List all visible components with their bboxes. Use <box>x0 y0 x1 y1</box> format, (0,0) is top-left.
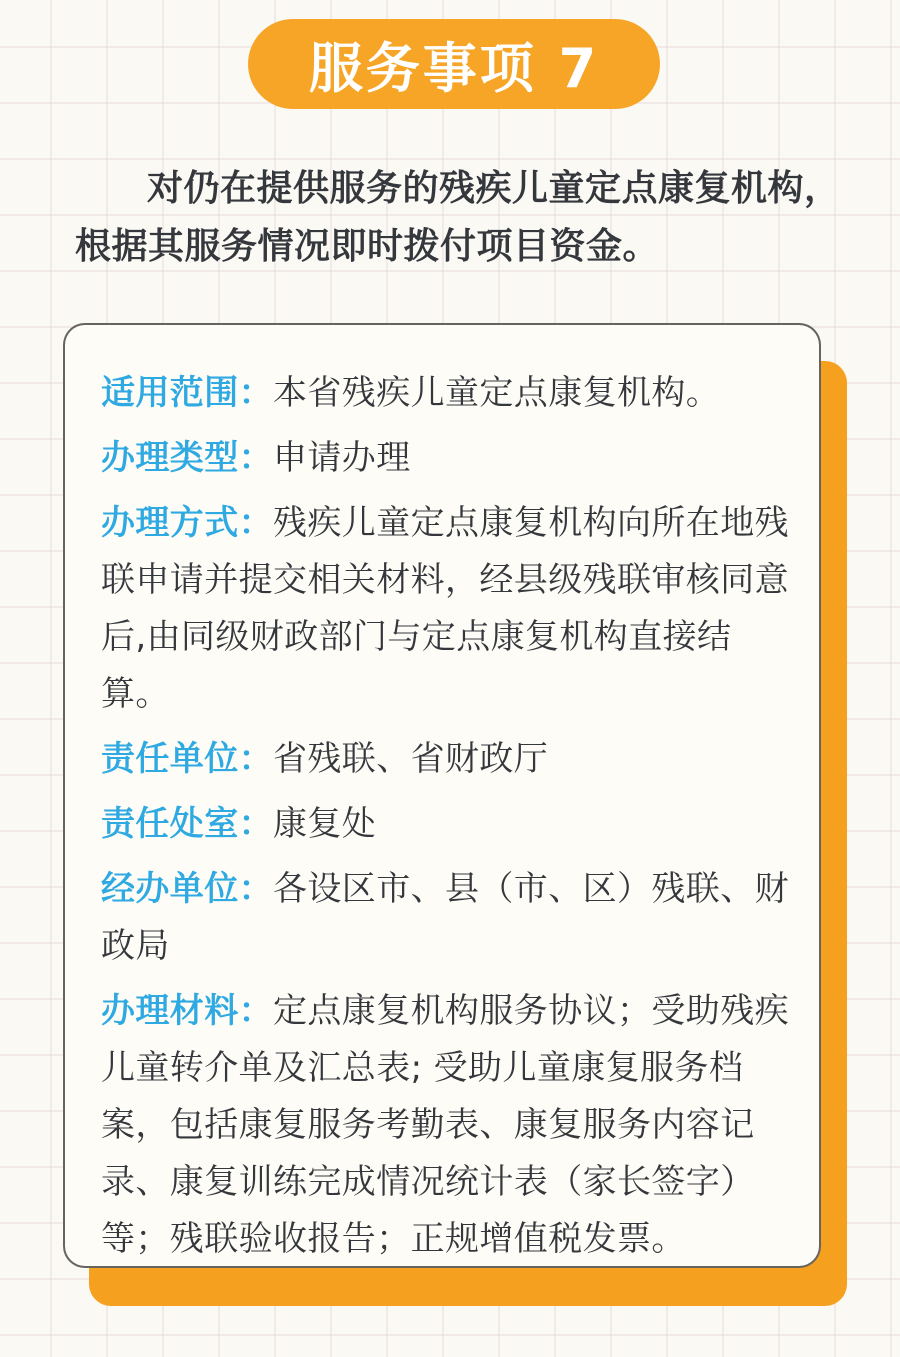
field-type-label: 办理类型： <box>101 438 273 478</box>
field-handling-unit-label: 经办单位： <box>101 869 273 909</box>
field-scope <box>101 365 791 422</box>
field-responsible-unit-label: 责任单位： <box>101 739 273 779</box>
field-scope-value: 本省残疾儿童定点康复机构。 <box>273 373 721 413</box>
field-responsible-unit <box>101 731 791 788</box>
field-materials-value: 定点康复机构服务协议；受助残疾儿童转介单及汇总表; 受助儿童康复服务档案，包括康复服务考勤表、康复服务内容记录、康复训练完成情况统计表（家长签字）等；残联验收报告；正规增值税发票。 <box>101 991 789 1259</box>
field-handling-unit <box>101 861 791 975</box>
field-method <box>101 495 791 723</box>
field-type <box>101 430 791 487</box>
info-card <box>63 323 821 1268</box>
field-handling-unit-value: 各设区市、县（市、区）残联、财政局 <box>101 869 789 966</box>
field-responsible-office-value: 康复处 <box>273 804 377 844</box>
field-materials-label: 办理材料： <box>101 991 273 1031</box>
field-method-label: 办理方式： <box>101 503 273 543</box>
field-type-value: 申请办理 <box>273 438 411 478</box>
field-responsible-office <box>101 796 791 853</box>
field-scope-label: 适用范围： <box>101 373 273 413</box>
field-method-value: 残疾儿童定点康复机构向所在地残联申请并提交相关材料，经县级残联审核同意后,由同级财政部门与定点康复机构直接结算。 <box>101 503 789 714</box>
field-materials <box>101 983 791 1268</box>
intro-paragraph: 对仍在提供服务的残疾儿童定点康复机构，根据其服务情况即时拨付项目资金。 <box>75 168 841 267</box>
field-responsible-office-label: 责任处室： <box>101 804 273 844</box>
field-responsible-unit-value: 省残联、省财政厅 <box>273 739 549 779</box>
title-badge: 服务事项 7 <box>248 19 660 109</box>
